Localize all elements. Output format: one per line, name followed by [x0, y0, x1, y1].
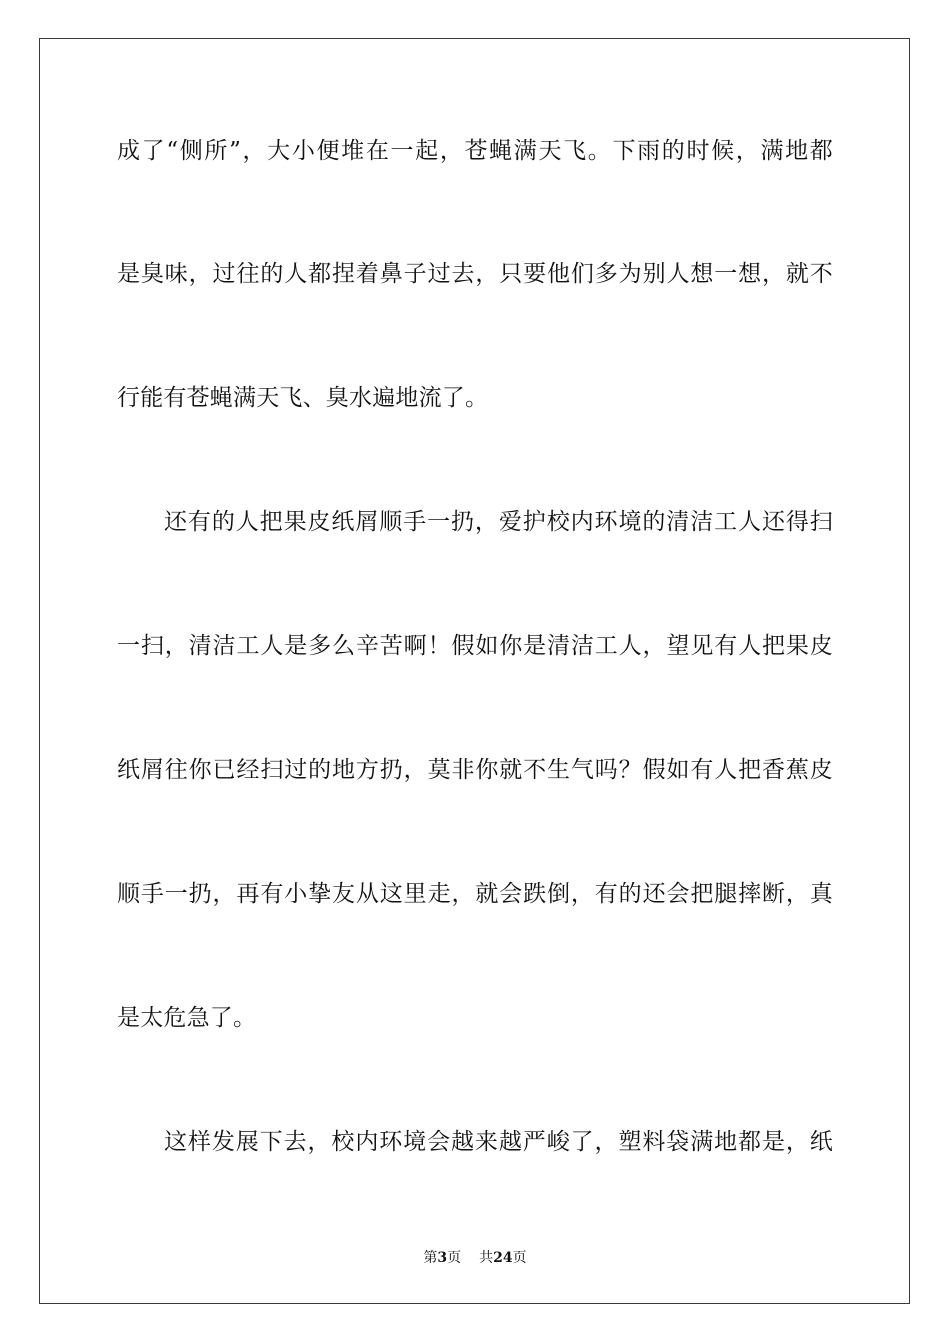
footer-total-prefix: 共 [479, 1250, 494, 1266]
footer-page-suffix: 页 [447, 1250, 462, 1266]
text-line-4: 还有的人把果皮纸屑顺手一扔，爱护校内环境的清洁工人还得扫 [164, 509, 833, 535]
text-line-8: 是太危急了。 [117, 1005, 257, 1031]
text-line-2: 是臭味，过往的人都捏着鼻子过去，只要他们多为别人想一想，就不 [117, 261, 833, 287]
footer-page-number: 3 [437, 1250, 448, 1266]
text-line-1: 成了“侧所”，大小便堆在一起，苍蝇满天飞。下雨的时候，满地都 [117, 138, 833, 164]
text-line-3: 行能有苍蝇满天飞、臭水遍地流了。 [117, 385, 489, 411]
text-line-7: 顺手一扔，再有小挚友从这里走，就会跌倒，有的还会把腿摔断，真 [117, 881, 833, 907]
text-line-5: 一扫，清洁工人是多么辛苦啊！假如你是清洁工人，望见有人把果皮 [117, 633, 833, 659]
page-footer [0, 1247, 950, 1267]
text-line-9: 这样发展下去，校内环境会越来越严峻了，塑料袋满地都是，纸 [164, 1129, 833, 1155]
text-line-6: 纸屑往你已经扫过的地方扔，莫非你就不生气吗？假如有人把香蕉皮 [117, 757, 833, 783]
page-border [39, 38, 910, 1304]
footer-page-prefix: 第 [423, 1250, 438, 1266]
footer-total-suffix: 页 [512, 1250, 527, 1266]
footer-total-number: 24 [493, 1250, 513, 1266]
